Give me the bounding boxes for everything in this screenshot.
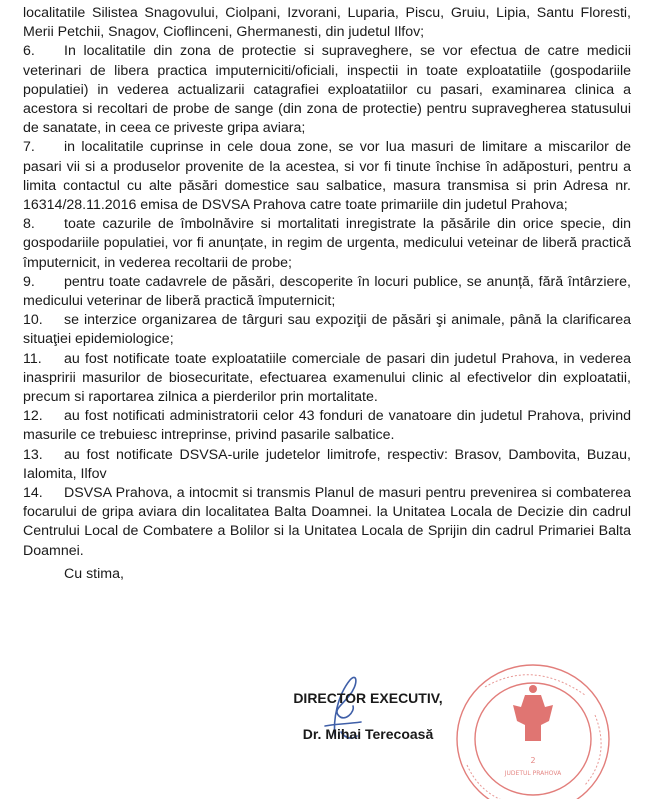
paragraph-13 (23, 446, 631, 484)
closing-salutation: Cu stima, (64, 565, 124, 582)
paragraph-12 (23, 407, 631, 445)
paragraph-8 (23, 215, 631, 273)
paragraph-text: localitatile Silistea Snagovului, Ciolpani, Izvorani, Luparia, Piscu, Gruiu, Lipia, Santu Floresti, Merii Petchii, Snagov, Cioflinceni, Ghermanesti, din judetul Ilfov; (23, 5, 631, 41)
paragraph-number: 8. (23, 216, 35, 233)
stamp-number: 2 (530, 756, 536, 765)
paragraph-text: DSVSA Prahova, a intocmit si transmis Planul de masuri pentru prevenirea si combaterea focarului de gripa aviara din localitatea Balta Doamnei. la Unitatea Locala de Decizie din cadrul Centrului Local de Combatere a Bolilor si la Unitatea Locala de Sprijin din cadrul Primariei Balta Doamnei. (23, 485, 631, 559)
paragraph-6 (23, 42, 631, 138)
paragraph-9 (23, 273, 631, 311)
paragraph-number: 12. (23, 408, 43, 425)
paragraph-14 (23, 484, 631, 561)
paragraph-number: 6. (23, 43, 35, 60)
paragraph-text: toate cazurile de îmbolnăvire si mortalitati inregistrate la păsările din orice specie, din gospodariile populatiei, vor fi anunțate, in regim de urgenta, medicului veteinar de liberă practică împuternicit, in vederea recoltarii de probe; (23, 216, 631, 271)
paragraph-text: au fost notificate toate exploatatiile comerciale de pasari din judetul Prahova, in vederea inaspririi masurilor de biosecuritate, efectuarea examenului clinic al efectivelor din exploatatii, precum si raportarea zilnica a pierderilor prin mortalitate. (23, 350, 631, 406)
paragraph-number: 11. (23, 350, 42, 367)
official-stamp (445, 655, 615, 799)
paragraph-11 (23, 350, 631, 408)
paragraph-10 (23, 311, 631, 349)
paragraph-continuation (23, 4, 631, 42)
signatory-name: Dr. Mihai Terecoasă (302, 726, 434, 742)
paragraph-text: se interzice organizarea de târguri sau expoziţii de păsări şi animale, până la clarificarea situaţiei epidemiologice; (23, 312, 631, 348)
paragraph-text: in localitatile cuprinse in cele doua zone, se vor lua masuri de limitare a miscarilor de pasari vii si a produselor provenite de la acestea, si vor fi tinute închise în adăposturi, pentru a limita contactul cu alte păsări domestice sau salbatice, masura transmisa si prin Adresa nr. 16314/28.11.2016 emisa de DSVSA Prahova catre toate primariile din judetul Prahova; (23, 139, 631, 214)
stamp-county: JUDETUL PRAHOVA (504, 770, 562, 777)
paragraph-number: 13. (23, 446, 43, 463)
paragraph-number: 9. (23, 273, 35, 290)
paragraph-text: In localitatile din zona de protectie si supraveghere, se vor efectua de catre medicii veterinari de libera practica imputerniciti/oficiali, inspectii in toate exploatatiile (gospodariile populatiei) in vederea actualizarii catagrafiei exploatatiilor cu pasari, examinarea clinica a acestora si recoltari de probe de sange (din zona de protectie) pentru supravegherea statusului de sanatate, in ceea ce priveste gripa aviara; (23, 43, 631, 137)
paragraph-text: pentru toate cadavrele de păsări, descoperite în locuri publice, se anunță, fără întârziere, medicului veterinar de liberă practică împuternicit; (23, 273, 631, 310)
paragraph-number: 14. (23, 485, 43, 502)
signature-title: DIRECTOR EXECUTIV, (293, 690, 443, 706)
paragraph-number: 10. (23, 312, 43, 329)
paragraph-text: au fost notificati administratorii celor 43 fonduri de vanatoare din judetul Prahova, privind masurile ce trebuiesc intreprinse, privind pasarile salbatice. (23, 408, 631, 444)
document-body (23, 4, 631, 584)
paragraph-7 (23, 138, 631, 215)
paragraph-number: 7. (23, 139, 35, 156)
paragraph-text: au fost notificate DSVSA-urile judetelor limitrofe, respectiv: Brasov, Dambovita, Buzau, Ialomita, Ilfov (23, 446, 631, 482)
